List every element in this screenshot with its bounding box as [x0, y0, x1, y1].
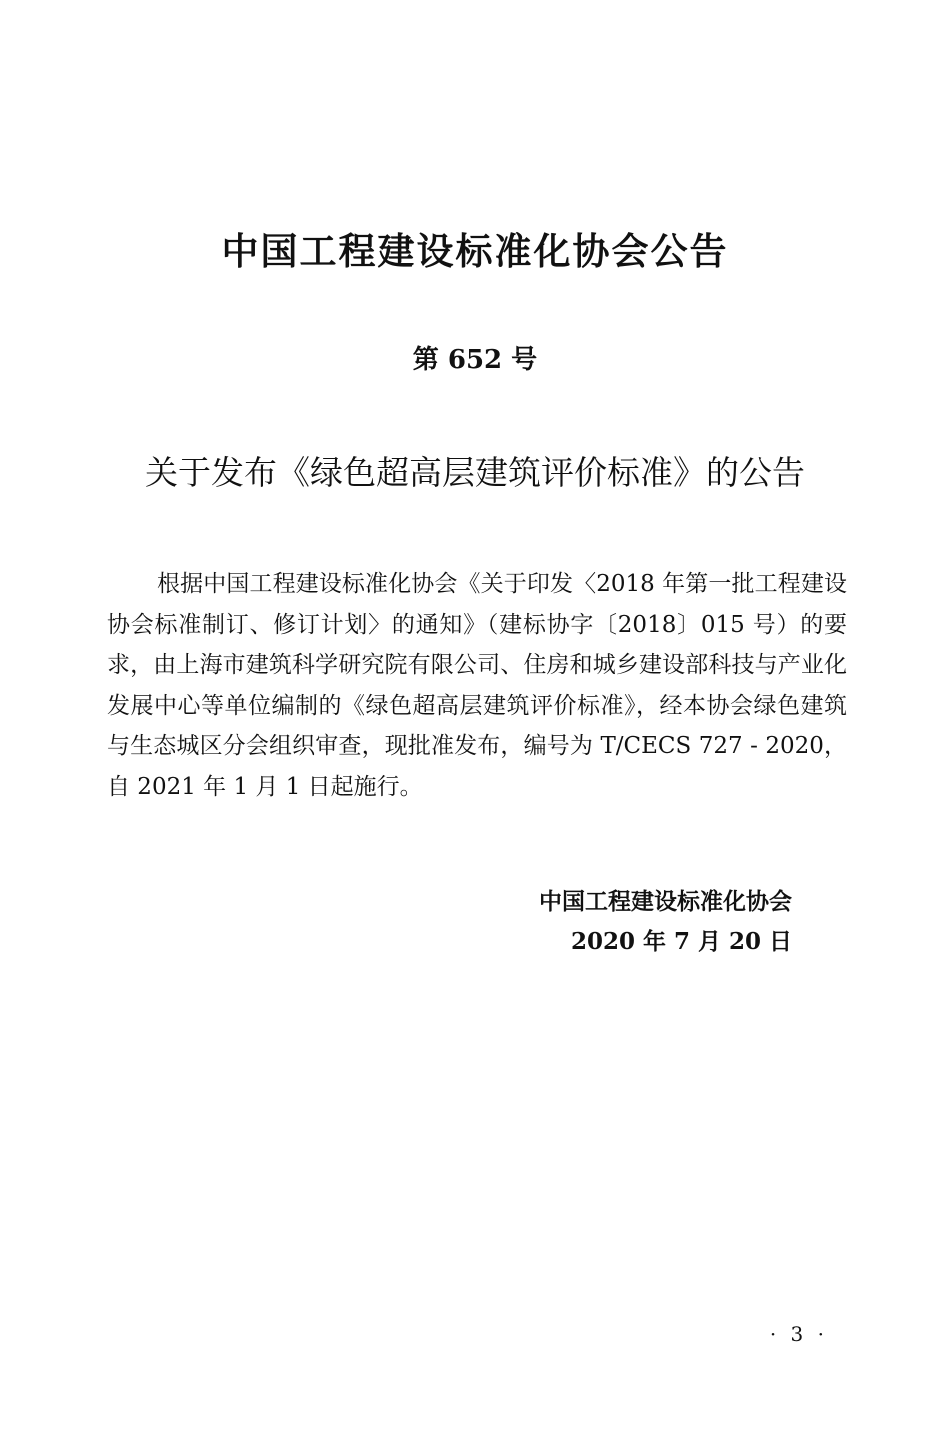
- announcement-org-title: 中国工程建设标准化协会公告: [221, 230, 729, 273]
- signature-date: 2020 年 7 月 20 日: [570, 928, 792, 955]
- signature-block: [539, 882, 792, 962]
- signature-org: 中国工程建设标准化协会: [539, 888, 792, 915]
- announcement-subject: 关于发布《绿色超高层建筑评价标准》的公告: [145, 453, 805, 492]
- announcement-body: 根据中国工程建设标准化协会《关于印发〈2018 年第一批工程建设协会标准制订、修订计划〉的通知》（建标协字〔2018〕015 号）的要求，由上海市建筑科学研究院有限公司、住房和城乡建设部科技与产业化发展中心等单位编制的《绿色超高层建筑评价标准》，经本协会绿色建筑与生态城区分会组织审查，现批准发布，编号为 T/CECS 727 - 2020，自 2021 年 1 月 1 日起施行。: [107, 571, 847, 800]
- page-number: · 3 ·: [769, 1322, 828, 1346]
- announcement-number: 第 652 号: [412, 345, 538, 375]
